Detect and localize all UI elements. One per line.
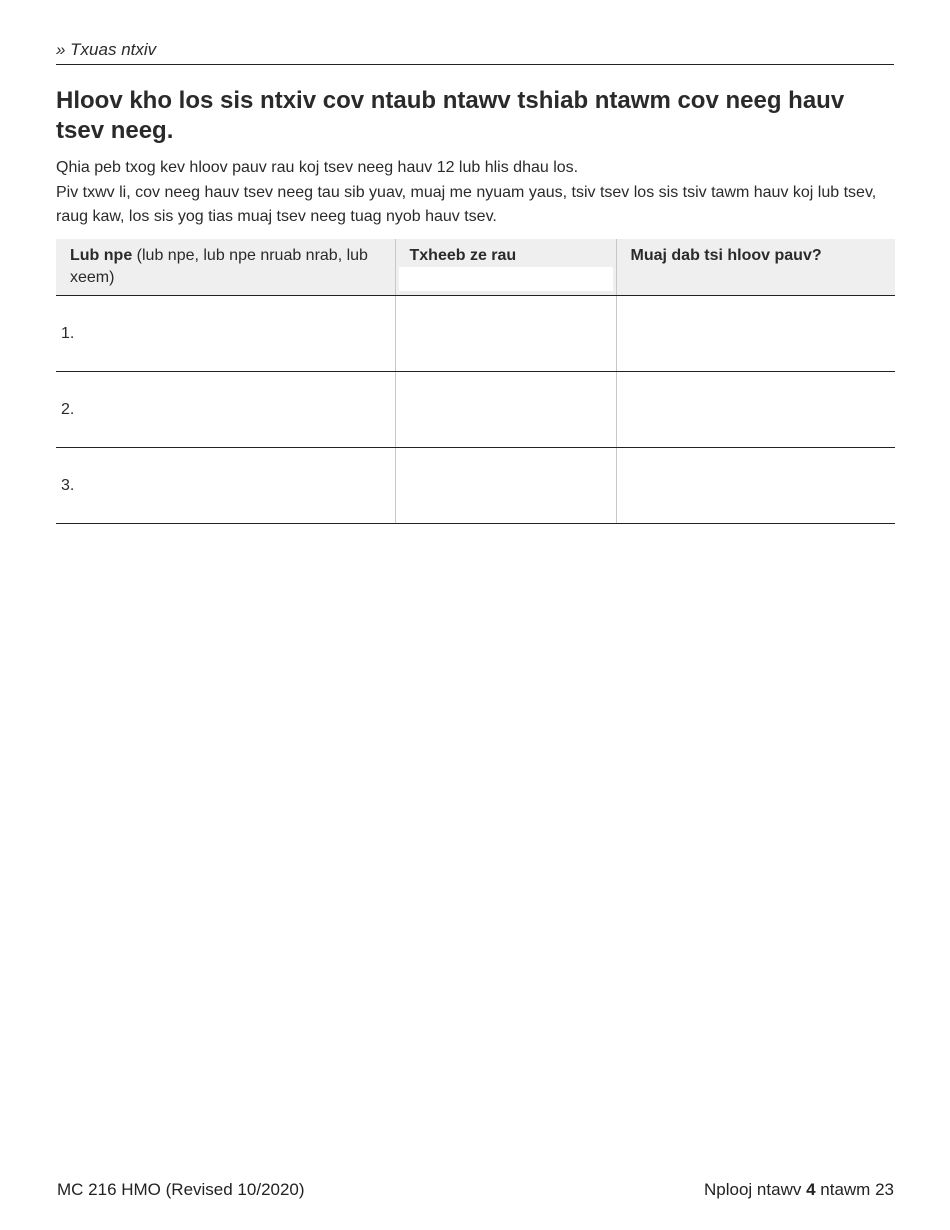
header-change (616, 239, 895, 296)
form-id: MC 216 HMO (Revised 10/2020) (57, 1180, 305, 1199)
relationship-field-1[interactable] (401, 299, 611, 369)
relationship-cell-3[interactable] (395, 448, 616, 524)
change-field-2[interactable] (622, 375, 891, 445)
page-number (704, 1180, 894, 1200)
row-number: 1. (61, 324, 75, 342)
intro-text (56, 156, 896, 230)
header-relationship (395, 239, 616, 296)
change-cell-1[interactable] (616, 296, 895, 372)
name-cell-1[interactable] (56, 296, 395, 372)
intro-line-1: Qhia peb txog kev hloov pauv rau koj tsev neeg hauv 12 lub hlis dhau los. (56, 159, 579, 176)
table-row (56, 448, 895, 524)
header-name-hint: (lub npe, lub npe nruab nrab, lub xeem) (70, 247, 368, 286)
header-relationship-field[interactable] (399, 267, 613, 291)
row-number: 3. (61, 476, 75, 494)
table-row (56, 296, 895, 372)
page-total: 23 (875, 1180, 894, 1199)
header-name (56, 239, 395, 296)
header-change-label: Muaj dab tsi hloov pauv? (630, 247, 822, 264)
name-cell-3[interactable] (56, 448, 395, 524)
page-current: 4 (806, 1180, 816, 1199)
relationship-field-3[interactable] (401, 451, 611, 521)
relationship-field-2[interactable] (401, 375, 611, 445)
page-prefix: Nplooj ntawv (704, 1180, 807, 1199)
household-changes-table (56, 239, 895, 524)
relationship-cell-1[interactable] (395, 296, 616, 372)
change-cell-2[interactable] (616, 372, 895, 448)
change-field-3[interactable] (622, 451, 891, 521)
row-number: 2. (61, 400, 75, 418)
relationship-cell-2[interactable] (395, 372, 616, 448)
page-title: Hloov kho los sis ntxiv cov ntaub ntawv tshiab ntawm cov neeg hauv tsev neeg. (56, 87, 845, 144)
change-field-1[interactable] (622, 299, 891, 369)
header-name-label: Lub npe (70, 247, 133, 264)
page-middle: ntawm (815, 1180, 876, 1199)
table-row (56, 372, 895, 448)
change-cell-3[interactable] (616, 448, 895, 524)
table-header-row (56, 239, 895, 296)
name-cell-2[interactable] (56, 372, 395, 448)
breadcrumb: » Txuas ntxiv (56, 40, 894, 65)
intro-line-2: Piv txwv li, cov neeg hauv tsev neeg tau sib yuav, muaj me nyuam yaus, tsiv tsev los sis tsiv tawm hauv koj lub tsev, raug kaw, los sis yog tias muaj tsev neeg tuag nyob hauv tsev. (56, 183, 877, 225)
header-relationship-label: Txheeb ze rau (409, 247, 517, 264)
